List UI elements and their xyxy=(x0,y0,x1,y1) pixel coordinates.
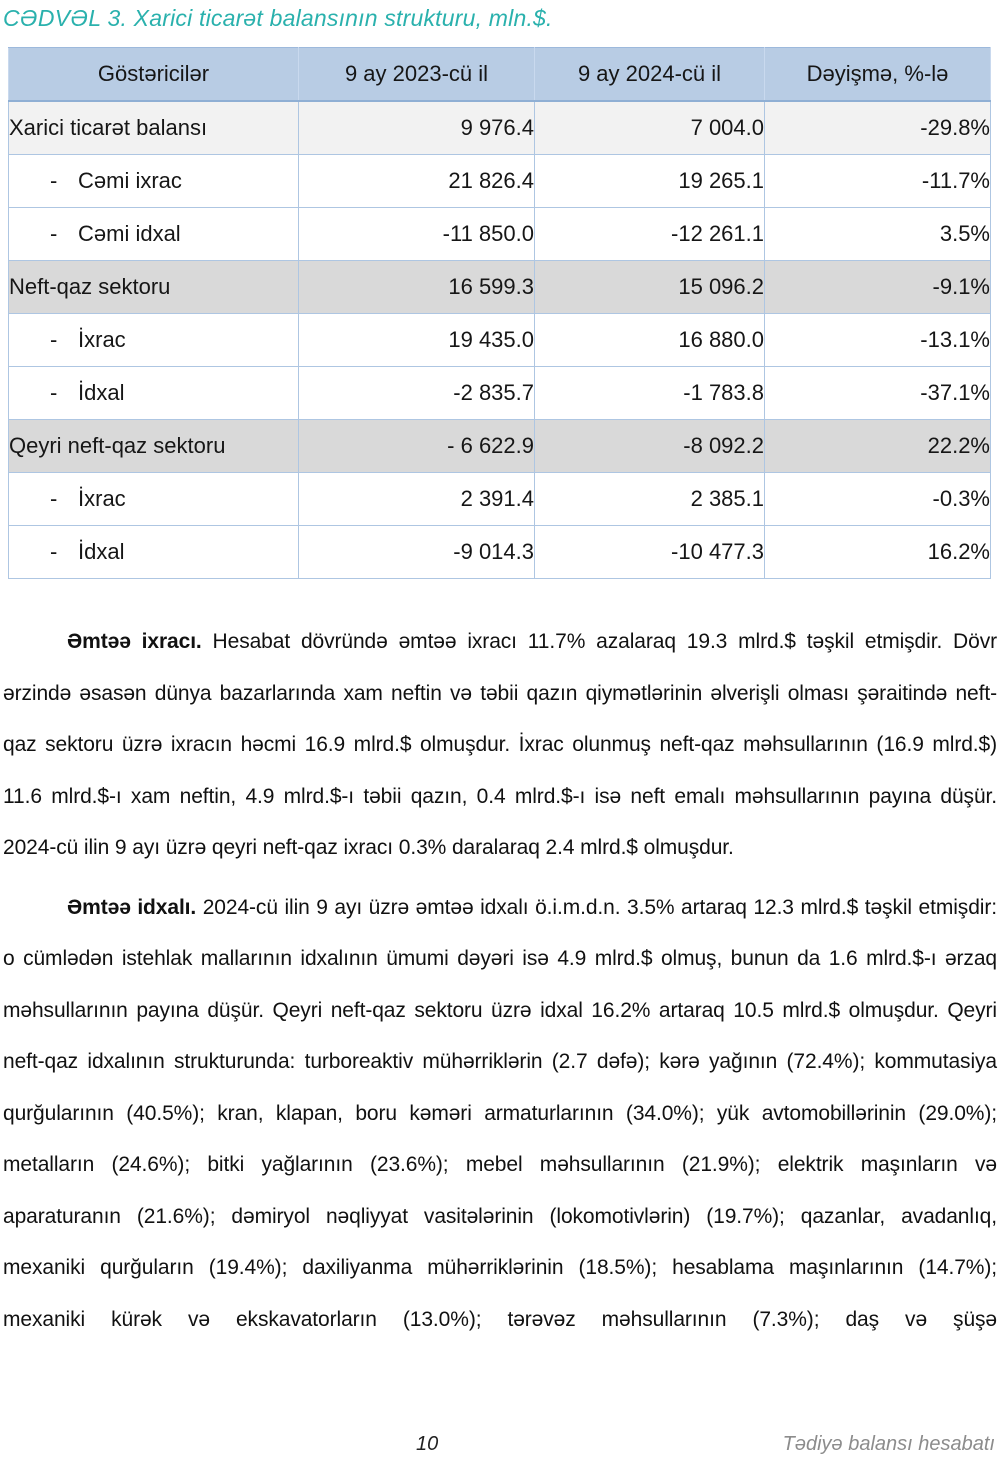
row-label xyxy=(9,367,299,420)
row-label xyxy=(9,526,299,579)
table-row xyxy=(9,367,991,420)
change-value: -13.1% xyxy=(765,314,991,367)
change-value: -37.1% xyxy=(765,367,991,420)
row-label xyxy=(9,314,299,367)
trade-balance-table xyxy=(8,47,991,579)
value-2023: 2 391.4 xyxy=(299,473,535,526)
value-2023: 19 435.0 xyxy=(299,314,535,367)
value-2023: -11 850.0 xyxy=(299,208,535,261)
value-2024: 7 004.0 xyxy=(535,101,765,155)
paragraph-lead: Əmtəə ixracı. xyxy=(67,630,202,653)
header-change-pct: Dəyişmə, %-lə xyxy=(765,48,991,102)
change-value: -9.1% xyxy=(765,261,991,314)
table-row xyxy=(9,473,991,526)
table-row xyxy=(9,526,991,579)
sub-item-dash: - xyxy=(50,221,58,246)
value-2024: 15 096.2 xyxy=(535,261,765,314)
sub-item-label: İdxal xyxy=(78,539,125,564)
row-label xyxy=(9,155,299,208)
table-row xyxy=(9,420,991,473)
table-header-row xyxy=(9,48,991,102)
value-2023: -9 014.3 xyxy=(299,526,535,579)
sub-item-label: Cəmi ixrac xyxy=(78,168,182,193)
table-row xyxy=(9,155,991,208)
header-9m-2023: 9 ay 2023-cü il xyxy=(299,48,535,102)
sub-item-dash: - xyxy=(50,327,58,352)
change-value: 22.2% xyxy=(765,420,991,473)
table-row xyxy=(9,208,991,261)
sub-item-label: İdxal xyxy=(78,380,125,405)
value-2024: 2 385.1 xyxy=(535,473,765,526)
value-2023: 16 599.3 xyxy=(299,261,535,314)
paragraph-lead: Əmtəə idxalı. xyxy=(67,895,197,919)
header-9m-2024: 9 ay 2024-cü il xyxy=(535,48,765,102)
row-label xyxy=(9,473,299,526)
sub-item-dash: - xyxy=(50,168,58,193)
value-2024: -8 092.2 xyxy=(535,420,765,473)
sub-item-dash: - xyxy=(50,486,58,511)
change-value: -29.8% xyxy=(765,101,991,155)
paragraph-body: 2024-cü ilin 9 ayı üzrə əmtəə idxalı ö.i.m.d.n. 3.5% artaraq 12.3 mlrd.$ təşkil etmişdir: o cümlədən istehlak mallarının idxalının ümumi dəyəri isə 4.9 mlrd.$ olmuş, bunun da 1.6 mlrd.$-ı ərzaq məhsullarının payına düşür. Qeyri neft-qaz sektoru üzrə idxal 16.2% artaraq 10.5 mlrd.$ olmuşdur. Qeyri neft-qaz idxalının strukturunda: turboreaktiv mühərriklərin (2.7 dəfə); kərə yağının (72.4%); kommutasiya qurğularının (40.5%); kran, klapan, boru kəməri armaturlarının (34.0%); yük avtomobillərinin (29.0%); metalların (24.6%); bitki yağlarının (23.6%); mebel məhsullarının (21.9%); elektrik maşınların və aparaturanın (21.6%); dəmiryol nəqliyyat vasitələrinin (lokomotivlərin) (19.7%); qazanlar, avadanlıq, mexaniki qurğuların (19.4%); daxiliyanma mühərriklərinin (18.5%); hesablama maşınlarının (14.7%); mexaniki kürək və ekskavatorların (13.0%); tərəvəz məhsullarının (7.3%); daş və şüşə xyxy=(3,895,997,1331)
page-footer xyxy=(0,1433,1000,1467)
table-row xyxy=(9,261,991,314)
paragraph-imports xyxy=(3,882,997,1346)
change-value: 3.5% xyxy=(765,208,991,261)
paragraph-body: Hesabat dövründə əmtəə ixracı 11.7% azalaraq 19.3 mlrd.$ təşkil etmişdir. Dövr ərzində əsasən dünya bazarlarında xam neftin və təbii qazın qiymətlərinin əlverişli olması şəraitində neft-qaz sektoru üzrə ixracın həcmi 16.9 mlrd.$ olmuşdur. İxrac olunmuş neft-qaz məhsullarının (16.9 mlrd.$) 11.6 mlrd.$-ı xam neftin, 4.9 mlrd.$-ı təbii qazın, 0.4 mlrd.$-ı isə neft emalı məhsullarının payına düşür. 2024-cü ilin 9 ayı üzrə qeyri neft-qaz ixracı 0.3% daralaraq 2.4 mlrd.$ olmuşdur. xyxy=(3,630,997,859)
sub-item-label: İxrac xyxy=(78,327,126,352)
change-value: -0.3% xyxy=(765,473,991,526)
value-2023: -2 835.7 xyxy=(299,367,535,420)
sub-item-label: İxrac xyxy=(78,486,126,511)
table-row xyxy=(9,314,991,367)
value-2024: -10 477.3 xyxy=(535,526,765,579)
value-2024: 16 880.0 xyxy=(535,314,765,367)
value-2023: 9 976.4 xyxy=(299,101,535,155)
change-value: -11.7% xyxy=(765,155,991,208)
value-2024: 19 265.1 xyxy=(535,155,765,208)
row-label xyxy=(9,208,299,261)
sub-item-dash: - xyxy=(50,380,58,405)
sub-item-label: Cəmi idxal xyxy=(78,221,181,246)
table-row xyxy=(9,101,991,155)
page-title: CƏDVƏL 3. Xarici ticarət balansının strukturu, mln.$. xyxy=(3,5,553,31)
value-2023: - 6 622.9 xyxy=(299,420,535,473)
report-title: Tədiyə balansı hesabatı xyxy=(782,1433,995,1455)
body-text xyxy=(0,616,1000,1428)
value-2023: 21 826.4 xyxy=(299,155,535,208)
row-label: Qeyri neft-qaz sektoru xyxy=(9,420,299,473)
change-value: 16.2% xyxy=(765,526,991,579)
paragraph-exports xyxy=(3,616,997,874)
sub-item-dash: - xyxy=(50,539,58,564)
row-label: Neft-qaz sektoru xyxy=(9,261,299,314)
row-label: Xarici ticarət balansı xyxy=(9,101,299,155)
page-number: 10 xyxy=(416,1433,439,1455)
value-2024: -1 783.8 xyxy=(535,367,765,420)
header-indicators: Göstəricilər xyxy=(9,48,299,102)
value-2024: -12 261.1 xyxy=(535,208,765,261)
